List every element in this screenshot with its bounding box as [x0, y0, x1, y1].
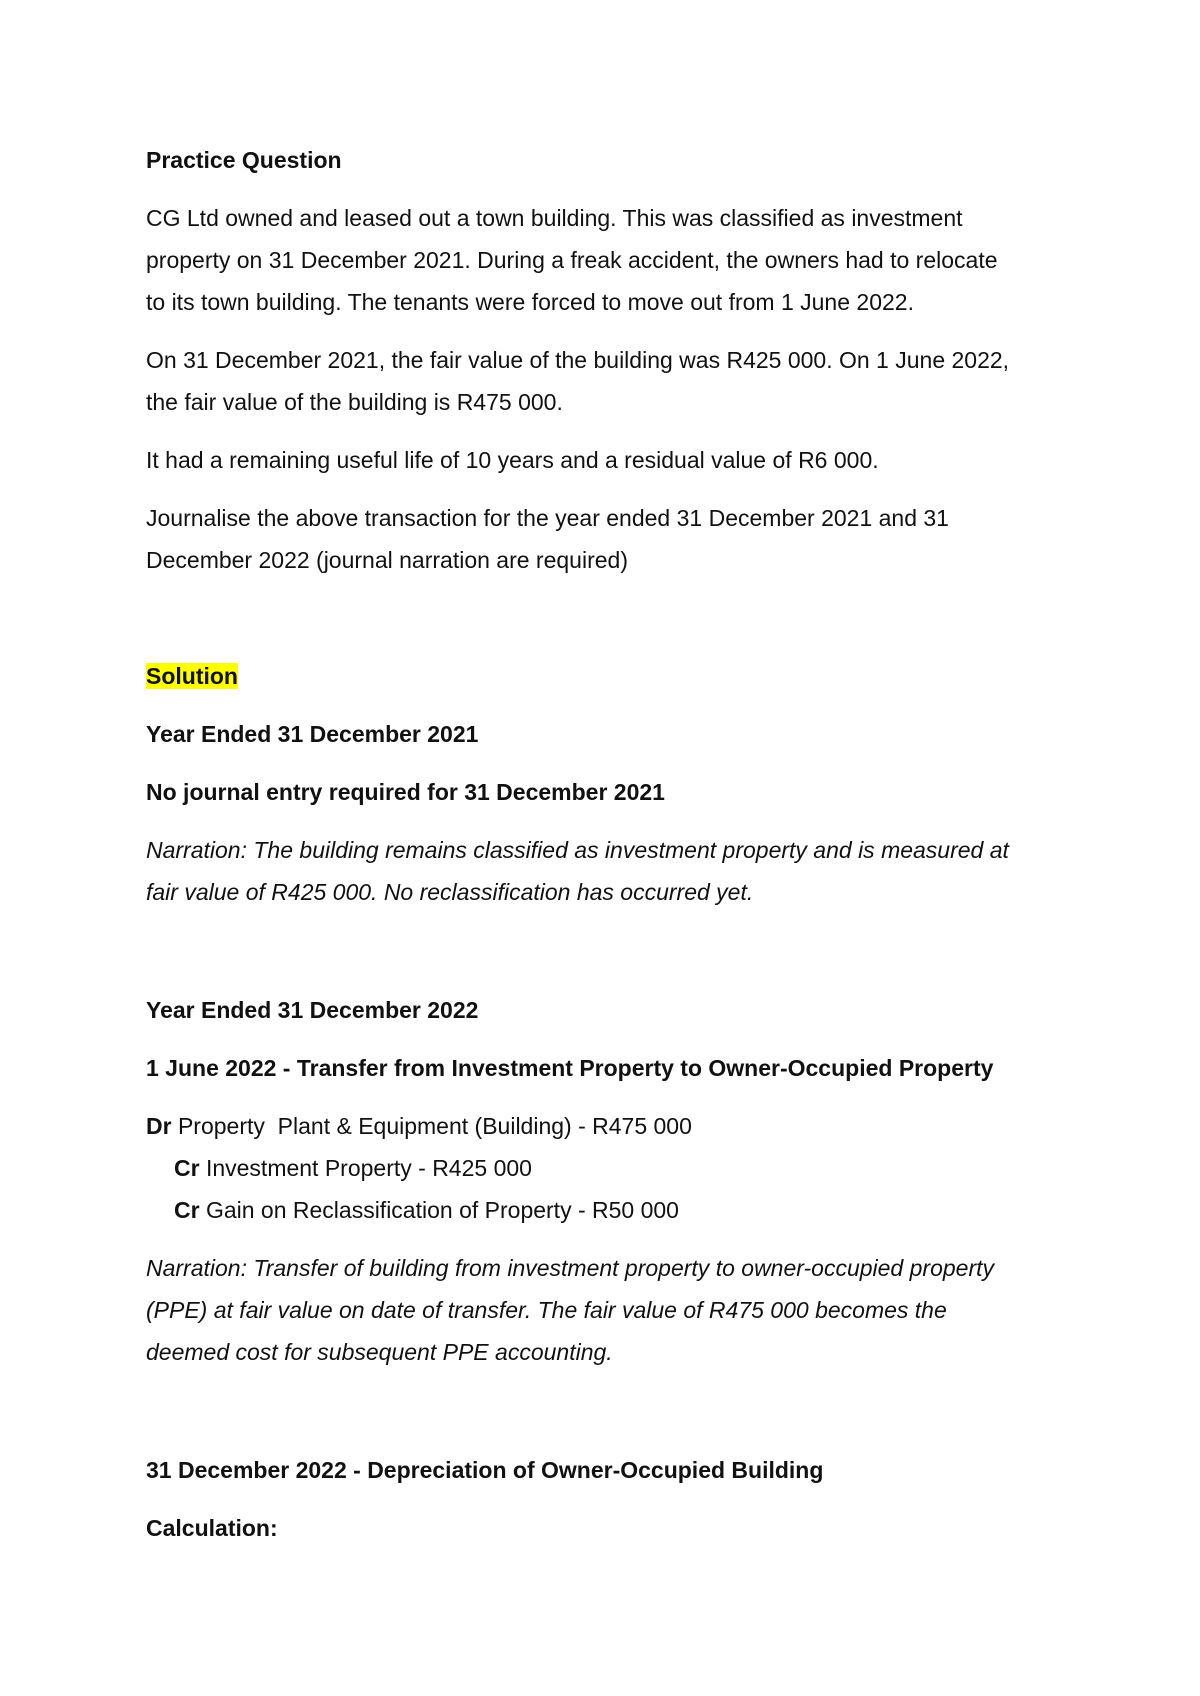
question-para2-line2: the fair value of the building is R475 000.	[146, 389, 563, 415]
question-para4-line2: December 2022 (journal narration are required)	[146, 547, 628, 573]
year-2021-heading: Year Ended 31 December 2021	[146, 721, 479, 747]
transfer-heading: 1 June 2022 - Transfer from Investment Property to Owner-Occupied Property	[146, 1055, 994, 1081]
calculation-label: Calculation:	[146, 1515, 278, 1541]
journal-entry-credit-gain	[174, 1195, 679, 1225]
narration-2022-line2: (PPE) at fair value on date of transfer. The fair value of R475 000 becomes the	[146, 1297, 947, 1323]
credit-label: Cr	[174, 1155, 200, 1181]
question-para4-line1: Journalise the above transaction for the year ended 31 December 2021 and 31	[146, 505, 949, 531]
credit-label: Cr	[174, 1197, 200, 1223]
depreciation-heading: 31 December 2022 - Depreciation of Owner-Occupied Building	[146, 1457, 824, 1483]
practice-question-heading: Practice Question	[146, 147, 342, 173]
year-2022-heading: Year Ended 31 December 2022	[146, 997, 479, 1023]
question-para3: It had a remaining useful life of 10 years and a residual value of R6 000.	[146, 447, 879, 473]
credit-text: Gain on Reclassification of Property - R50 000	[199, 1197, 679, 1223]
question-para2-line1: On 31 December 2021, the fair value of the building was R425 000. On 1 June 2022,	[146, 347, 1010, 373]
narration-2022-line1: Narration: Transfer of building from investment property to owner-occupied property	[146, 1255, 994, 1281]
narration-2021-line2: fair value of R425 000. No reclassification has occurred yet.	[146, 879, 754, 905]
narration-2021-line1: Narration: The building remains classified as investment property and is measured at	[146, 837, 1009, 863]
question-para1-line1: CG Ltd owned and leased out a town building. This was classified as investment	[146, 205, 963, 231]
question-para1-line3: to its town building. The tenants were forced to move out from 1 June 2022.	[146, 289, 914, 315]
solution-highlight: Solution	[146, 663, 238, 689]
question-para1-line2: property on 31 December 2021. During a freak accident, the owners had to relocate	[146, 247, 998, 273]
debit-text: Property Plant & Equipment (Building) - R475 000	[171, 1113, 692, 1139]
no-entry-note: No journal entry required for 31 December 2021	[146, 779, 665, 805]
journal-entry-credit-investment	[174, 1153, 532, 1183]
journal-entry-debit-ppe	[146, 1111, 692, 1141]
credit-text: Investment Property - R425 000	[199, 1155, 532, 1181]
narration-2022-line3: deemed cost for subsequent PPE accounting.	[146, 1339, 613, 1365]
solution-heading	[146, 661, 238, 691]
debit-label: Dr	[146, 1113, 172, 1139]
